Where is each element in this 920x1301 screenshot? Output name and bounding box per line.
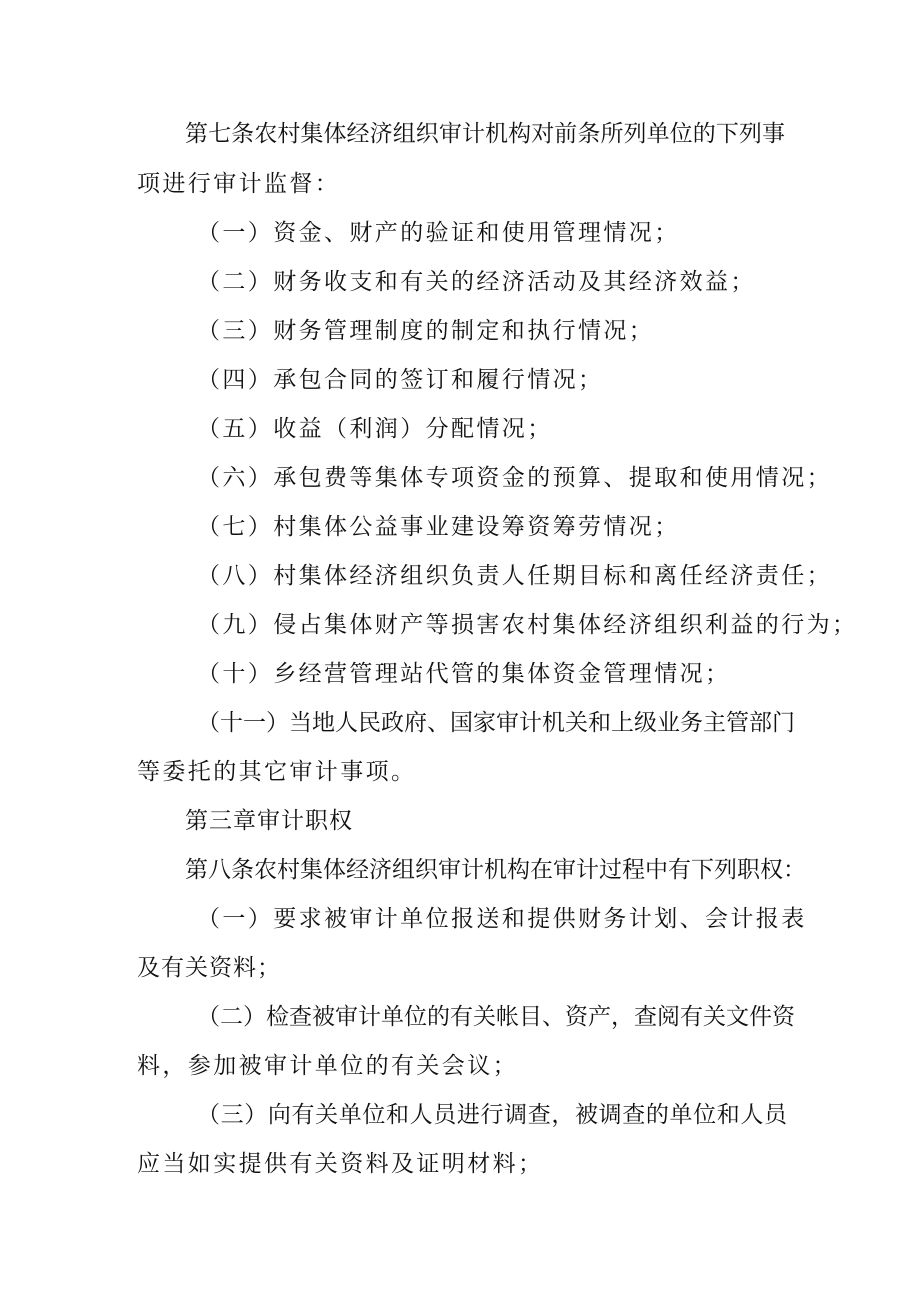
article7-item-11-line1: （十一）当地人民政府、国家审计机关和上级业务主管部门 [197, 710, 795, 736]
article8-item-1-line2: 及有关资料； [137, 955, 281, 981]
article7-item-6: （六）承包费等集体专项资金的预算、提取和使用情况； [197, 465, 832, 491]
article8-item-1-line1: （一）要求被审计单位报送和提供财务计划、会计报表 [197, 906, 807, 932]
article8-item-2-line1: （二）检查被审计单位的有关帐目、资产，查阅有关文件资 [197, 1004, 795, 1030]
article7-item-10: （十）乡经营管理站代管的集体资金管理情况； [197, 661, 731, 687]
article7-item-5: （五）收益（利润）分配情况； [197, 416, 553, 442]
article8-item-3-line1: （三）向有关单位和人员进行调查，被调查的单位和人员 [197, 1102, 787, 1128]
article7-item-3: （三）财务管理制度的制定和执行情况； [197, 318, 655, 344]
article7-item-11-line2: 等委托的其它审计事项。 [137, 759, 417, 785]
article8-item-2-line2: 料，参加被审计单位的有关会议； [137, 1053, 518, 1079]
article7-item-1: （一）资金、财产的验证和使用管理情况； [197, 220, 680, 246]
article8-intro: 第八条农村集体经济组织审计机构在审计过程中有下列职权： [185, 857, 806, 883]
article7-intro-line1: 第七条农村集体经济组织审计机构对前条所列单位的下列事 [185, 121, 785, 147]
article7-item-8: （八）村集体经济组织负责人任期目标和离任经济责任； [197, 563, 832, 589]
article8-item-3-line2: 应当如实提供有关资料及证明材料； [137, 1151, 544, 1177]
chapter-3-title: 第三章审计职权 [185, 808, 353, 834]
article7-intro-line2: 项进行审计监督： [137, 171, 341, 197]
article7-item-4: （四）承包合同的签订和履行情况； [197, 367, 604, 393]
article7-item-2: （二）财务收支和有关的经济活动及其经济效益； [197, 269, 756, 295]
article7-item-7: （七）村集体公益事业建设筹资筹劳情况； [197, 514, 680, 540]
article7-item-9: （九）侵占集体财产等损害农村集体经济组织利益的行为； [197, 612, 858, 638]
